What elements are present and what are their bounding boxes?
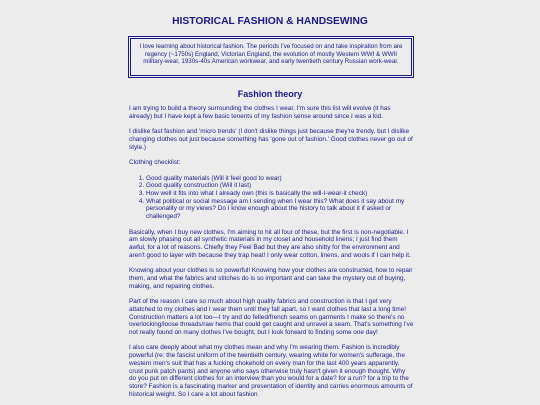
intro-box — [130, 38, 412, 76]
intro-text: I love learning about historical fashion. The periods I've focused on and take inspiration from are regency (~1750s) England, Victorian England, the evolution of mostly Western WWI & WWII military-wear, 1930s-40s American workwear, and early twentieth century Russian work-wear. — [139, 43, 403, 66]
checklist-item: 1. Good quality materials (Will it feel good to wear) — [146, 175, 414, 183]
paragraph-intro: I am trying to build a theory surrounding the clothes I wear. I'm sure this list will evolve (it has already) but I have kept a few basic tenents of my fashion sense around since I was a kid. — [129, 105, 391, 120]
section-title: Fashion theory — [237, 89, 303, 99]
paragraph-knowledge: Knowing about your clothes is so powerful! Knowing how your clothes are constructed, how to repair them, and what the fabrics and stitches do is so important and can take the mystery out of buying, making, and repairing clothes. — [129, 267, 413, 290]
article-body — [129, 105, 414, 405]
paragraph-fast-fashion: I dislike fast fashion and 'micro trends' (I don't dislike things just because they're trendy, but I dislike changing clothes out just because something has 'gone out of fashion.' Good clothes never go out of style.) — [129, 128, 413, 151]
clothing-checklist — [129, 175, 414, 221]
checklist-heading: Clothing checklist: — [129, 159, 181, 167]
checklist-item: 2. Good quality construction (Will it last) — [146, 182, 414, 190]
site-title: HISTORICAL FASHION & HANDSEWING — [172, 16, 368, 27]
checklist-item: 3. How well it fits into what I already own (this is basically the will-I-wear-it check) — [146, 190, 414, 198]
checklist-item: 4. What political or social message am I sending when I wear this? What does it say about my personality or my views? Do I know enough about the history to talk about it if asked or challenged? — [146, 198, 414, 221]
paragraph-construction: Part of the reason I care so much about high quality fabrics and construction is that I get very attatched to my clothes and I wear them until they fall apart, so I want clothes that last a long time! Construction matters a lot too—I try and do felled/french seams on garments I make so there's no overlocking/loose threads/raw hems that could get caught and unravel a seam. That's something I've not really found on many clothes I've bought, but I look forward to finding some one day! — [129, 298, 414, 336]
paragraph-materials: Basically, when I buy new clothes, I'm aiming to hit all four of these, but the first is non-negotiable. I am slowly phasing out all synthetic materials in my closet and household linens; I just find them awful, for a lot of reasons. Chiefly they Feel Bad but they are also shitty for the environment and aren't good to layer with because they trap heat! I only wear cotton, linens, and wools if I can help it. — [129, 228, 411, 259]
paragraph-meaning: I also care deeply about what my clothes mean and why I'm wearing them. Fashion is incredibly powerful (re: the fascist uniform of the twentieth century, wearing white for women's sufferage, the western men's suit that has a fucking chokehold on every man for the last 400 years apparently, crust punk patch pants) and anyone who says otherwise truly hasn't given it enough thought. Why do you put on different clothes for an interview than you would for a date? for a run? for a trip to the store? Fashion is a fascinating marker and presentation of identity and carries enormous amounts of historical weight. So I care a lot about fashion — [129, 344, 413, 398]
